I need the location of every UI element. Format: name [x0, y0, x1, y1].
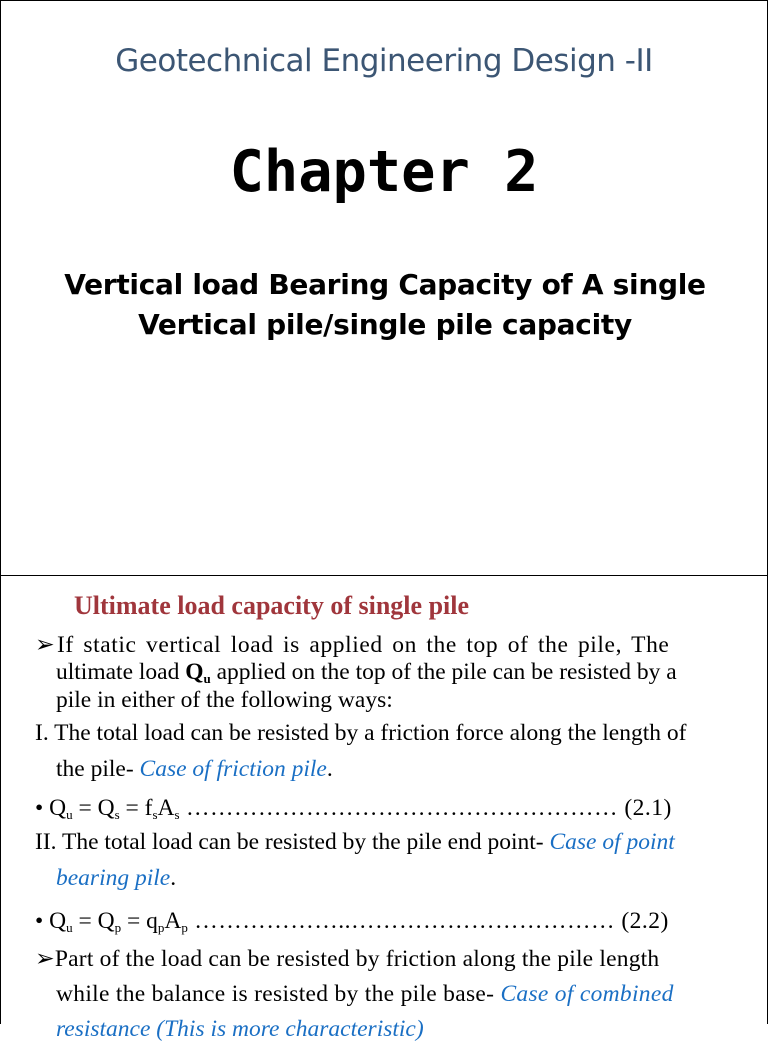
bullet-1-line-3: pile in either of the following ways:	[56, 687, 393, 713]
chapter-title: Chapter 2	[229, 139, 539, 205]
combined-resistance-term: Case of combined	[500, 981, 674, 1007]
case-1-line-1: I. The total load can be resisted by a friction force along the length of	[35, 720, 687, 746]
arrow-bullet-icon: ➢	[35, 946, 55, 972]
equation-2-2: • $Q_u = Q_p = q_pA_p$ ………………..…………………………… (2.2)	[35, 908, 669, 935]
case-1-line-2: the pile- Case of friction pile.	[56, 756, 333, 782]
case-2-line-1: II. The total load can be resisted by the pile end point- Case of point	[35, 829, 675, 855]
chapter-subtitle	[11, 265, 759, 345]
subtitle-line-2: Vertical pile/single pile capacity	[138, 308, 632, 341]
equation-2-1: • $Q_u = Q_s = f_sA_s$ ……………………………………………… (2.1)	[35, 795, 672, 822]
arrow-bullet-icon: ➢	[35, 632, 56, 658]
section-title: Ultimate load capacity of single pile	[74, 591, 470, 620]
bullet-2-line-3: resistance (This is more characteristic)	[56, 1016, 424, 1042]
point-bearing-term: Case of point	[549, 829, 675, 855]
bullet-1-line-1: ➢If static vertical load is applied on the top of the pile, The	[35, 632, 670, 658]
course-title: Geotechnical Engineering Design -II	[115, 43, 653, 79]
subtitle-line-1: Vertical load Bearing Capacity of A single	[64, 268, 706, 301]
bullet-dot: •	[35, 908, 44, 934]
bullet-2-line-1: ➢Part of the load can be resisted by friction along the pile length	[35, 946, 660, 972]
bullet-2-line-2: while the balance is resisted by the pile base- Case of combined	[56, 981, 674, 1007]
content-slide	[0, 575, 768, 1042]
bullet-1-line-2: ultimate load $Q_u$ applied on the top of the pile can be resisted by a	[56, 659, 677, 686]
case-2-line-2: bearing pile.	[56, 865, 177, 891]
friction-pile-term: Case of friction pile	[139, 756, 327, 782]
bullet-dot: •	[35, 795, 44, 821]
